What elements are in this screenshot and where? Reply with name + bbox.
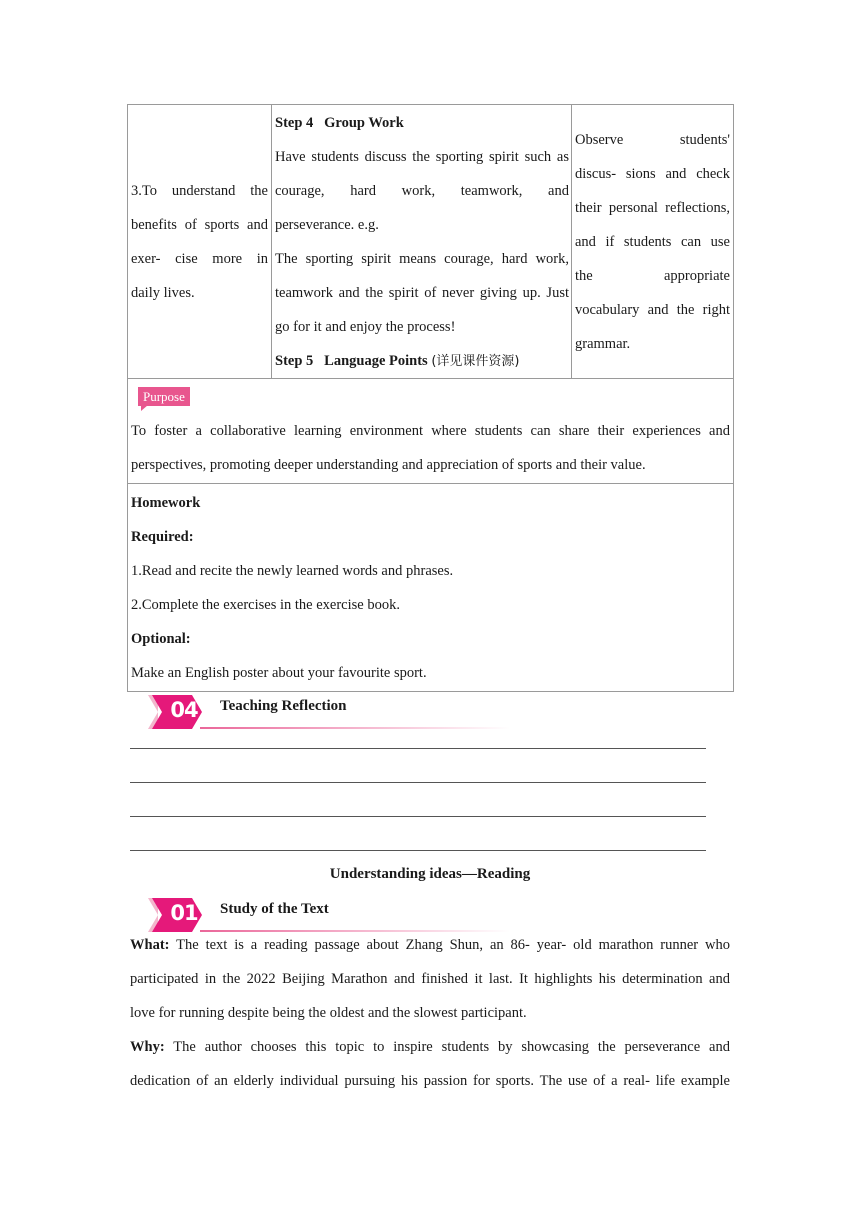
activity-line: teamwork and the spirit of never giving up. Just xyxy=(275,285,569,301)
step5-note: (详见课件资源) xyxy=(431,354,520,369)
objective-line: daily lives. xyxy=(131,285,195,301)
homework-item: 1.Read and recite the newly learned words and phrases. xyxy=(131,563,454,579)
column-divider xyxy=(271,104,272,379)
what-line: participated in the 2022 Beijing Marathon and finished it last. It highlights his determination and xyxy=(130,971,730,987)
homework-item: 2.Complete the exercises in the exercise book. xyxy=(131,597,400,613)
why-line: dedication of an elderly individual pursuing his passion for sports. The use of a real- life example xyxy=(130,1073,730,1089)
purpose-tag-pointer xyxy=(141,405,148,411)
row-divider xyxy=(127,378,734,379)
what-paragraph xyxy=(130,928,730,1030)
assessment-cell xyxy=(575,123,730,361)
activity-line: Have students discuss the sporting spirit such as xyxy=(275,149,569,165)
objective-line: exer- cise more in xyxy=(131,251,268,267)
section-number: 01 xyxy=(170,901,198,925)
step5-label: Step 5 xyxy=(275,353,314,369)
activity-line: go for it and enjoy the process! xyxy=(275,319,456,335)
purpose-line: To foster a collaborative learning environment where students can share their experiences and xyxy=(131,423,730,439)
assessment-line: vocabulary and the right xyxy=(575,302,730,318)
assessment-line: Observe students' xyxy=(575,132,730,148)
reflection-line xyxy=(130,850,706,851)
why-text: The author chooses this topic to inspire students by showcasing the perseverance and xyxy=(164,1039,730,1055)
objective-line: 3.To understand the xyxy=(131,183,268,199)
why-line xyxy=(130,1030,730,1064)
step4-heading xyxy=(275,106,569,140)
step4-label: Step 4 xyxy=(275,115,314,131)
assessment-line: discus- sions and check xyxy=(575,166,730,182)
why-label: Why: xyxy=(130,1039,165,1055)
activity-line: courage, hard work, teamwork, and xyxy=(275,183,569,199)
step4-title: Group Work xyxy=(324,115,404,131)
activities-cell xyxy=(275,106,569,378)
row-divider xyxy=(127,483,734,484)
section-header-reflection xyxy=(130,692,530,732)
optional-label: Optional: xyxy=(131,631,191,647)
reflection-line xyxy=(130,782,706,783)
reflection-line xyxy=(130,748,706,749)
reflection-line xyxy=(130,816,706,817)
homework-item: Make an English poster about your favourite sport. xyxy=(131,665,427,681)
what-text: The text is a reading passage about Zhang Shun, an 86- year- old marathon runner who xyxy=(169,937,730,953)
required-label: Required: xyxy=(131,529,194,545)
step5-title: Language Points xyxy=(324,353,428,369)
column-divider xyxy=(571,104,572,379)
section-number: 04 xyxy=(170,698,198,722)
purpose-tag: Purpose xyxy=(138,387,190,406)
what-label: What: xyxy=(130,937,170,953)
assessment-line: and if students can use xyxy=(575,234,730,250)
step5-heading xyxy=(275,344,569,378)
homework-title: Homework xyxy=(131,495,201,511)
why-paragraph xyxy=(130,1030,730,1098)
assessment-line: the appropriate xyxy=(575,268,730,284)
objective-cell xyxy=(131,174,268,310)
homework-cell xyxy=(131,486,730,690)
section-title: Study of the Text xyxy=(220,901,329,917)
what-line xyxy=(130,928,730,962)
assessment-line: grammar. xyxy=(575,336,631,352)
assessment-line: their personal reflections, xyxy=(575,200,730,216)
section-title: Teaching Reflection xyxy=(220,698,347,714)
reading-title: Understanding ideas—Reading xyxy=(329,866,531,882)
purpose-text xyxy=(131,414,730,482)
purpose-line: perspectives, promoting deeper understanding and appreciation of sports and their value. xyxy=(131,457,646,473)
activity-line: perseverance. e.g. xyxy=(275,217,379,233)
activity-line: The sporting spirit means courage, hard work, xyxy=(275,251,569,267)
objective-line: benefits of sports and xyxy=(131,217,268,233)
what-line: love for running despite being the oldest and the slowest participant. xyxy=(130,1005,527,1021)
